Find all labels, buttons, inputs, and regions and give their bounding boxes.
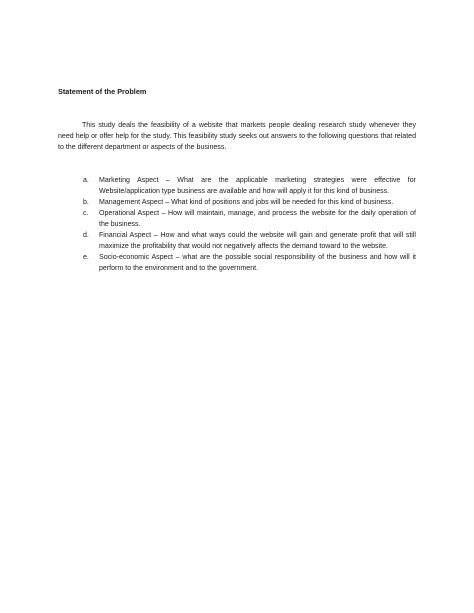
list-item-marketing-aspect	[83, 175, 416, 197]
list-marker: c.	[83, 210, 89, 217]
list-marker: a.	[83, 177, 89, 184]
list-marker: e.	[83, 254, 89, 261]
section-heading: Statement of the Problem	[58, 87, 147, 96]
list-item-socio-economic-aspect	[83, 252, 416, 274]
intro-paragraph: This study deals the feasibility of a website that markets people dealing research study whenever they need help or offer help for the study. This feasibility study seeks out answers to the following questions that related to the different department or aspects of the business.	[58, 122, 416, 151]
list-marker: d.	[83, 232, 89, 239]
list-item-financial-aspect	[83, 230, 416, 252]
list-item-management-aspect	[83, 197, 416, 208]
list-item-text: Management Aspect – What kind of positions and jobs will be needed for this kind of business.	[99, 199, 394, 206]
aspects-list	[58, 175, 416, 274]
list-item-text: Marketing Aspect – What are the applicable marketing strategies were effective for Website/application type business are available and how will apply it for this kind of business.	[99, 177, 416, 195]
list-item-operational-aspect	[83, 208, 416, 230]
document-content	[58, 86, 416, 274]
list-item-text: Operational Aspect – How will maintain, manage, and process the website for the daily operation of the business.	[99, 210, 416, 228]
list-marker: b.	[83, 199, 89, 206]
list-item-text: Financial Aspect – How and what ways could the website will gain and generate profit that will still maximize the profitability that would not negatively affects the demand toward to the website.	[99, 232, 416, 250]
list-item-text: Socio-economic Aspect – what are the possible social responsibility of the business and how will it perform to the environment and to the government.	[99, 254, 416, 272]
